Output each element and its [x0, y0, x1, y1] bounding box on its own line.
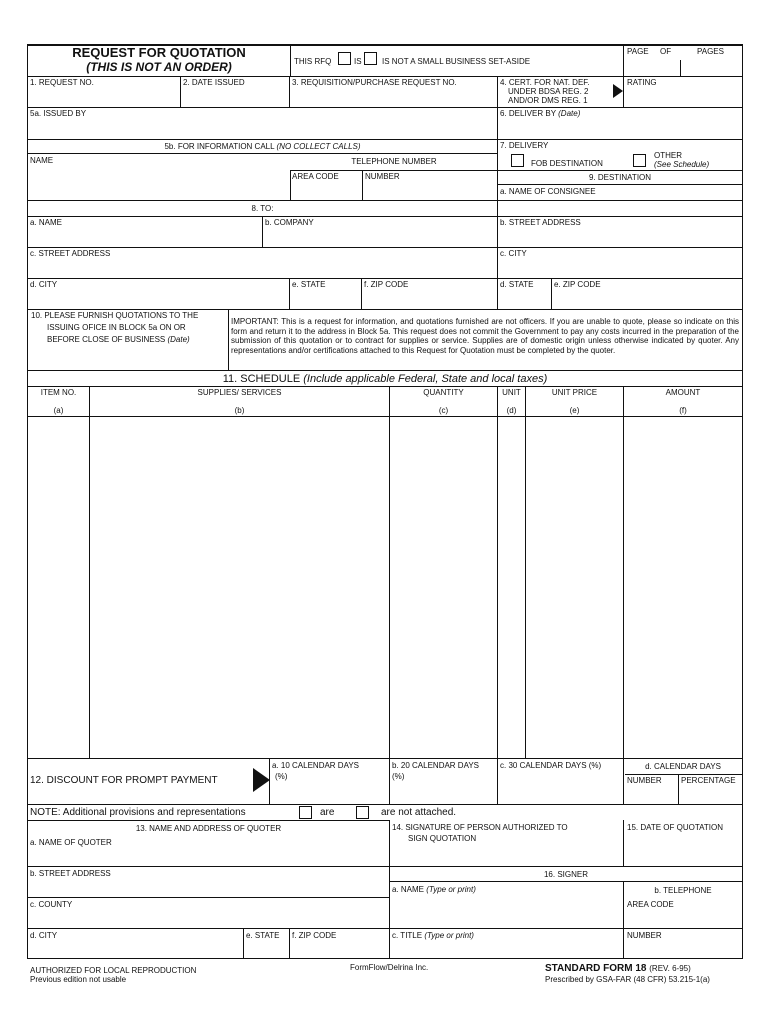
area-code-field[interactable]: AREA CODE	[292, 172, 339, 181]
col-unit-price: UNIT PRICE	[551, 388, 598, 397]
discount-30-field[interactable]: c. 30 CALENDAR DAYS (%)	[500, 761, 602, 770]
furnish-line-1: 10. PLEASE FURNISH QUOTATIONS TO THE	[31, 311, 199, 320]
cert-label-3: AND/OR DMS REG. 1	[508, 96, 588, 105]
col-code-f: (f)	[679, 406, 687, 415]
consignee-field[interactable]: a. NAME OF CONSIGNEE	[500, 187, 596, 196]
are-label: are	[320, 807, 335, 818]
to-city-field[interactable]: d. CITY	[30, 280, 58, 289]
issued-by-field[interactable]: 5a. ISSUED BY	[30, 109, 87, 118]
cert-label-2: UNDER BDSA REG. 2	[508, 87, 589, 96]
col-item-no: ITEM NO.	[40, 388, 77, 397]
discount-days-label: d. CALENDAR DAYS	[645, 762, 721, 771]
dest-street-field[interactable]: b. STREET ADDRESS	[500, 218, 581, 227]
arrow-right-icon	[253, 768, 270, 792]
furnish-line-3-text: BEFORE CLOSE OF BUSINESS	[47, 335, 166, 344]
schedule-title-note: (Include applicable Federal, State and local taxes)	[303, 373, 548, 385]
authorized-reproduction: AUTHORIZED FOR LOCAL REPRODUCTION	[30, 966, 197, 975]
col-supplies: SUPPLIES/ SERVICES	[197, 388, 282, 397]
standard-form-number: STANDARD FORM 18	[545, 963, 647, 974]
furnish-line-3[interactable]	[47, 335, 190, 345]
rfq-is-not-checkbox[interactable]	[364, 52, 377, 65]
previous-edition: Previous edition not usable	[30, 975, 127, 984]
furnish-line-2: ISSUING OFICE IN BLOCK 5a ON OR	[47, 323, 186, 332]
signer-name-note: (Type or print)	[426, 885, 476, 894]
signer-title-note: (Type or print)	[424, 931, 474, 940]
pages-label: PAGES	[697, 47, 724, 56]
schedule-title-text: 11. SCHEDULE	[222, 373, 301, 385]
signature-label-2: SIGN QUOTATION	[408, 834, 477, 843]
deliver-by-note: (Date)	[558, 109, 581, 118]
form-title: REQUEST FOR QUOTATION	[72, 45, 246, 60]
rating-field[interactable]: RATING	[627, 78, 657, 87]
quoter-zip-field[interactable]: f. ZIP CODE	[292, 931, 337, 940]
note-text: NOTE: Additional provisions and representations	[30, 807, 246, 818]
info-call-label	[28, 142, 497, 152]
col-code-c: (c)	[438, 406, 449, 415]
fob-destination-label: FOB DESTINATION	[531, 159, 603, 168]
deliver-by-field[interactable]	[500, 109, 580, 119]
to-state-field[interactable]: e. STATE	[292, 280, 326, 289]
prescribed-by: Prescribed by GSA-FAR (48 CFR) 53.215-1(a)	[545, 975, 710, 984]
deliver-by-label: 6. DELIVER BY	[500, 109, 556, 118]
dest-zip-field[interactable]: e. ZIP CODE	[554, 280, 601, 289]
page-label: PAGE	[627, 47, 649, 56]
discount-percentage-field[interactable]: PERCENTAGE	[681, 776, 736, 785]
quoter-state-field[interactable]: e. STATE	[246, 931, 280, 940]
info-name-field[interactable]: NAME	[30, 156, 54, 165]
signature-label-1: 14. SIGNATURE OF PERSON AUTHORIZED TO	[392, 823, 568, 832]
phone-number-field[interactable]: NUMBER	[365, 172, 400, 181]
signer-area-code-field[interactable]: AREA CODE	[627, 900, 674, 909]
discount-number-field[interactable]: NUMBER	[627, 776, 662, 785]
discount-20-field[interactable]: b. 20 CALENDAR DAYS	[392, 761, 479, 770]
other-delivery-checkbox[interactable]	[633, 154, 646, 167]
quoter-county-field[interactable]: c. COUNTY	[30, 900, 73, 909]
schedule-title	[28, 373, 742, 385]
date-issued-field[interactable]: 2. DATE ISSUED	[183, 78, 245, 87]
fob-destination-checkbox[interactable]	[511, 154, 524, 167]
quoter-street-field[interactable]: b. STREET ADDRESS	[30, 869, 111, 878]
to-zip-field[interactable]: f. ZIP CODE	[364, 280, 409, 289]
info-call-text: 5b. FOR INFORMATION CALL	[164, 142, 275, 151]
standard-form-label	[545, 963, 691, 975]
discount-label: 12. DISCOUNT FOR PROMPT PAYMENT	[30, 775, 218, 786]
quoter-name-field[interactable]: a. NAME OF QUOTER	[30, 838, 112, 847]
see-schedule-note: (See Schedule)	[654, 160, 710, 169]
quoter-label: 13. NAME AND ADDRESS OF QUOTER	[135, 824, 282, 833]
not-attached-checkbox[interactable]	[356, 806, 369, 819]
signer-name-label: a. NAME	[392, 885, 425, 894]
signer-title-label: c. TITLE	[392, 931, 423, 940]
col-amount: AMOUNT	[665, 388, 701, 397]
dest-city-field[interactable]: c. CITY	[500, 249, 527, 258]
col-code-d: (d)	[506, 406, 517, 415]
col-quantity: QUANTITY	[423, 388, 464, 397]
signer-number-field[interactable]: NUMBER	[627, 931, 662, 940]
request-no-field[interactable]: 1. REQUEST NO.	[30, 78, 94, 87]
to-label: 8. TO:	[251, 204, 274, 213]
arrow-right-icon	[613, 84, 623, 98]
to-name-field[interactable]: a. NAME	[30, 218, 63, 227]
discount-20-pct: (%)	[392, 772, 405, 781]
discount-10-field[interactable]: a. 10 CALENDAR DAYS	[272, 761, 359, 770]
telephone-label: TELEPHONE NUMBER	[351, 157, 437, 166]
formflow-credit: FormFlow/Delrina Inc.	[350, 963, 429, 972]
are-attached-checkbox[interactable]	[299, 806, 312, 819]
col-unit: UNIT	[502, 388, 521, 397]
col-code-b: (b)	[234, 406, 245, 415]
small-business-label: IS NOT A SMALL BUSINESS SET-ASIDE	[382, 57, 531, 66]
signer-label: 16. SIGNER	[543, 870, 588, 879]
form-subtitle: (THIS IS NOT AN ORDER)	[86, 60, 232, 74]
col-code-a: (a)	[53, 406, 64, 415]
delivery-label: 7. DELIVERY	[500, 141, 549, 150]
col-code-e: (e)	[569, 406, 580, 415]
this-rfq-label: THIS RFQ	[294, 57, 332, 66]
form-revision: (REV. 6-95)	[649, 964, 691, 973]
signer-name-field[interactable]	[392, 885, 476, 895]
dest-state-field[interactable]: d. STATE	[500, 280, 534, 289]
important-notice: IMPORTANT: This is a request for information, and quotations furnished are not officers. If you are unable to quote, please so indicate on this form and return it to the address in Block 5a. This request does not commit the Government to pay any costs incurred in the preparation of the submission of this quotation or to contract for supplies or service. Supplies are of domestic origin unless otherwise indicated by quoter. Any representations and/or certifications attached to this Request for Quotation must be completed by the quoter.	[231, 317, 739, 355]
requisition-field[interactable]: 3. REQUISITION/PURCHASE REQUEST NO.	[292, 78, 457, 87]
cert-label-1: 4. CERT. FOR NAT. DEF.	[500, 78, 590, 87]
is-label: IS	[354, 57, 362, 66]
signature-field[interactable]	[390, 846, 623, 866]
to-company-field[interactable]: b. COMPANY	[265, 218, 314, 227]
date-of-quotation-field[interactable]: 15. DATE OF QUOTATION	[627, 823, 724, 832]
discount-10-pct: (%)	[275, 772, 288, 781]
furnish-date-note: (Date)	[167, 335, 190, 344]
quoter-city-field[interactable]: d. CITY	[30, 931, 58, 940]
no-collect-note: (NO COLLECT CALLS)	[276, 142, 361, 151]
destination-label: 9. DESTINATION	[588, 173, 652, 182]
signer-title-field[interactable]	[392, 931, 474, 941]
rfq-is-checkbox[interactable]	[338, 52, 351, 65]
to-street-field[interactable]: c. STREET ADDRESS	[30, 249, 111, 258]
schedule-body[interactable]	[28, 417, 742, 758]
signer-telephone-label: b. TELEPHONE	[654, 886, 712, 895]
not-attached-label: are not attached.	[381, 807, 457, 818]
of-label: OF	[660, 47, 672, 56]
other-label: OTHER	[654, 151, 682, 160]
